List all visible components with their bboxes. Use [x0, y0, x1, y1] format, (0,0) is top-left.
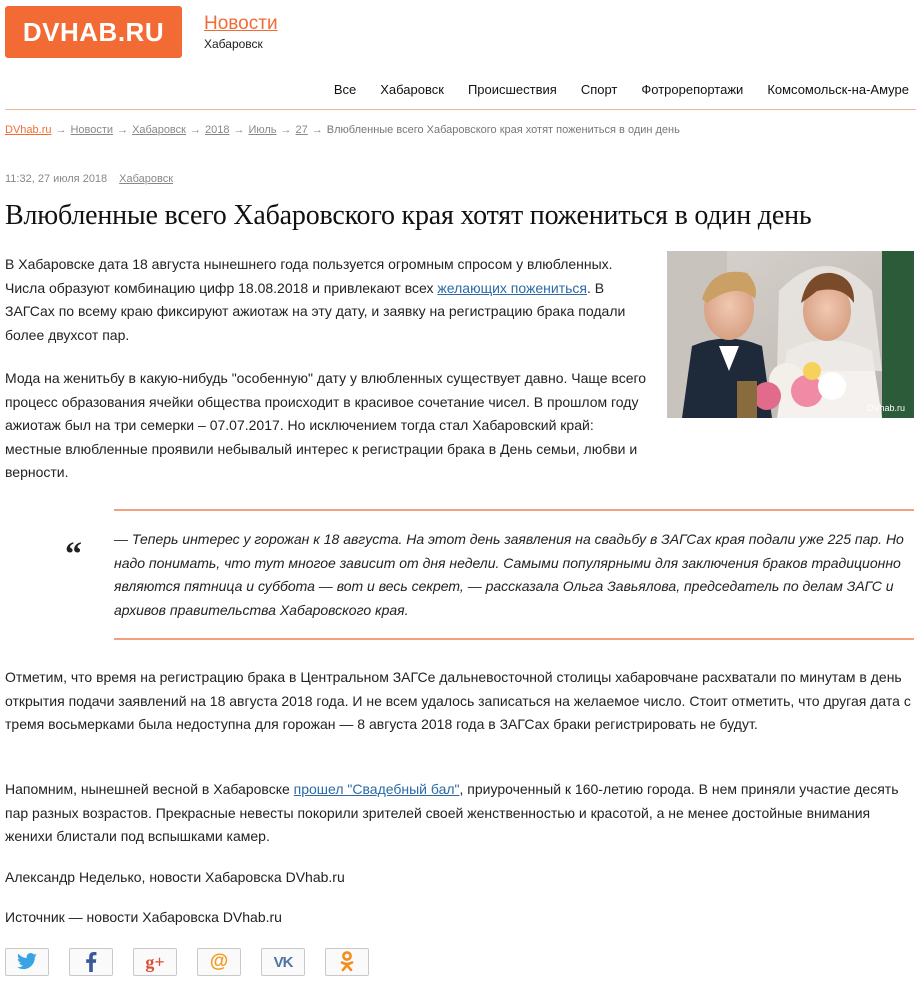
breadcrumb-current: Влюбленные всего Хабаровского края хотят пожениться в один день [326, 124, 680, 136]
article-paragraph-1 [5, 253, 655, 347]
breadcrumb-separator: → [117, 124, 129, 136]
article-title: Влюбленные всего Хабаровского края хотят пожениться в один день [5, 200, 812, 231]
breadcrumb-separator: → [233, 124, 245, 136]
paragraph-text: Напомним, нынешней весной в Хабаровске [5, 781, 294, 797]
odnoklassniki-icon [340, 951, 354, 973]
share-mailru-button[interactable] [197, 948, 241, 976]
nav-item-sport[interactable]: Спорт [580, 82, 618, 97]
breadcrumb [5, 124, 680, 136]
nav-item-incidents[interactable]: Происшествия [467, 82, 557, 97]
breadcrumb-separator: → [311, 124, 323, 136]
breadcrumb-year[interactable]: 2018 [204, 124, 230, 136]
breadcrumb-separator: → [280, 124, 292, 136]
article-author: Александр Неделько, новости Хабаровска DVhab.ru [5, 869, 345, 885]
share-googleplus-button[interactable] [133, 948, 177, 976]
facebook-icon [85, 952, 97, 972]
quote-divider-bottom [114, 638, 914, 640]
paragraph-text: , приуроченный к 160-летию города. В нем приняли участие десять пар разных возрастов. Прекрасные невесты покорили зрителей своей женственностью и красотой, а не менее достойные внимания женихи блистали под вспышками камер. [5, 781, 899, 844]
mailru-icon: @ [209, 951, 229, 972]
googleplus-icon: g+ [145, 951, 165, 972]
link-wedding-ball[interactable]: прошел "Свадебный бал" [293, 781, 460, 797]
nav-item-all[interactable]: Все [333, 82, 357, 97]
article-paragraph-2: Мода на женитьбу в какую-нибудь "особенную" дату у влюбленных существует давно. Чаще всего процесс образования ячейки общества происходит в красивое сочетание чисел. В прошлом году ажиотаж был на три семерки – 07.07.2017. Но исключением тогда стал Хабаровский край: местные влюбленные проявили небывалый интерес к регистрации брака в День семьи, любви и верности. [5, 370, 647, 480]
link-want-to-marry[interactable]: желающих пожениться [437, 279, 587, 296]
breadcrumb-month[interactable]: Июль [248, 124, 277, 136]
paragraph-text: В Хабаровске дата 18 августа нынешнего года пользуется огромным спросом у влюбленных. Числа образуют комбинацию цифр 18.08.2018 и привлекают всех [5, 256, 613, 296]
breadcrumb-news[interactable]: Новости [70, 124, 114, 136]
wedding-photo-image [667, 251, 914, 418]
section-subtitle: Хабаровск [204, 37, 263, 51]
article-datetime: 11:32, 27 июля 2018 [5, 173, 108, 185]
nav-item-khabarovsk[interactable]: Хабаровск [380, 82, 444, 97]
top-navigation [310, 82, 909, 97]
breadcrumb-home[interactable]: DVhab.ru [5, 124, 52, 136]
breadcrumb-day[interactable]: 27 [295, 124, 308, 136]
nav-item-komsomolsk[interactable]: Комсомольск-на-Амуре [767, 82, 909, 97]
article-category-link[interactable]: Хабаровск [119, 173, 174, 185]
photo-watermark: DVhab.ru [867, 403, 906, 413]
share-vk-button[interactable] [261, 948, 305, 976]
twitter-icon [16, 953, 38, 971]
article-source: Источник — новости Хабаровска DVhab.ru [5, 909, 282, 925]
article-meta [5, 173, 173, 185]
share-odnoklassniki-button[interactable] [325, 948, 369, 976]
site-logo[interactable]: DVHAB.RU [5, 6, 182, 58]
article-paragraph-3: Отметим, что время на регистрацию брака в Центральном ЗАГСе дальневосточной столицы хабаровчане расхватали по минутам в день открытия подачи заявлений на 18 августа 2018 года. И не всем удалось записаться на желаемое число. Стоит отметить, что другая дата с тремя восьмерками была недоступна для горожан — 8 августа 2018 года в ЗАГСах браки регистрировать не будут. [5, 669, 911, 732]
breadcrumb-separator: → [55, 124, 67, 136]
article-quote: — Теперь интерес у горожан к 18 августа. На этот день заявления на свадьбу в ЗАГСах края подали уже 225 пар. Но надо понимать, что тут многое зависит от дня недели. Самыми популярными для заключения браков традиционно являются пятница и суббота — вот и весь секрет, — рассказала Ольга Завьялова, председатель по делам ЗАГС и архивов правительства Хабаровского края. [114, 531, 904, 618]
paragraph-text: . В ЗАГСах по всему краю фиксируют ажиотаж на эту дату, и заявку на регистрацию брака подали более двухсот пар. [5, 279, 626, 343]
quote-divider-top [114, 509, 914, 511]
article-photo[interactable] [667, 251, 914, 418]
section-title-link[interactable]: Новости [204, 13, 278, 34]
breadcrumb-separator: → [189, 124, 201, 136]
quote-mark-icon: “ [65, 536, 82, 573]
breadcrumb-khabarovsk[interactable]: Хабаровск [132, 124, 186, 136]
social-share-bar [5, 948, 369, 976]
nav-item-photoreports[interactable]: Фотрорепортажи [641, 82, 744, 97]
header-divider [5, 109, 916, 110]
share-twitter-button[interactable] [5, 948, 49, 976]
share-facebook-button[interactable] [69, 948, 113, 976]
vk-icon: VK [273, 953, 293, 971]
article-paragraph-4 [5, 778, 917, 849]
